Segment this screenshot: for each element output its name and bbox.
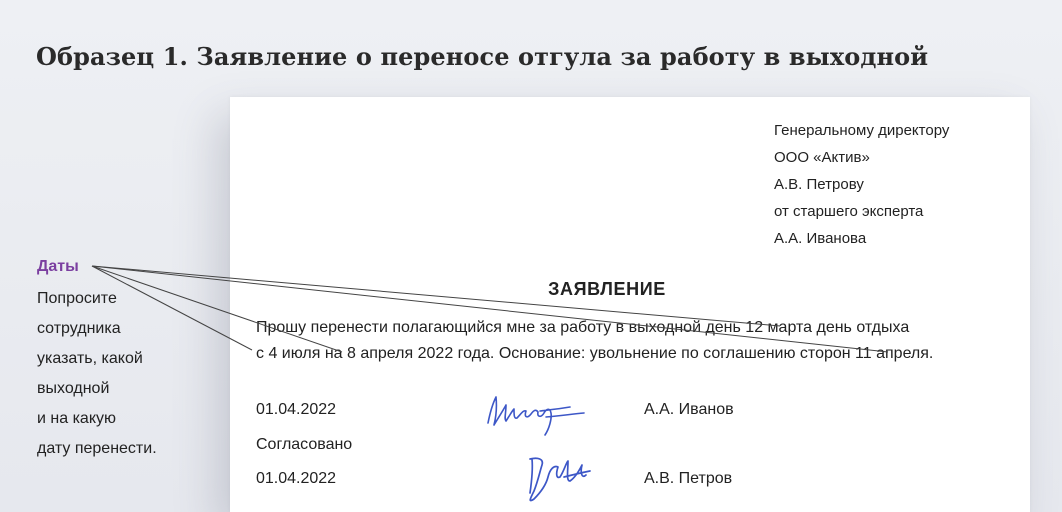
sidenote-line: указать, какой	[37, 350, 143, 367]
document-heading: ЗАЯВЛЕНИЕ	[548, 279, 666, 299]
addressee-block	[774, 117, 949, 252]
addressee-line: А.А. Иванова	[774, 230, 867, 247]
approval-label: Согласовано	[256, 436, 353, 453]
sidenote-text	[37, 284, 157, 464]
sidenote-title: Даты	[37, 258, 79, 275]
addressee-line: А.В. Петрову	[774, 176, 864, 193]
approver-name: А.В. Петров	[644, 470, 733, 487]
sidenote-line: сотрудника	[37, 320, 121, 337]
sidenote-line: дату перенести.	[37, 440, 157, 457]
applicant-date: 01.04.2022	[256, 401, 337, 418]
applicant-name: А.А. Иванов	[644, 401, 734, 418]
approver-signature-icon	[520, 447, 600, 509]
sidenote-line: Попросите	[37, 290, 117, 307]
sidenote-line: выходной	[37, 380, 110, 397]
sample-title: Образец 1. Заявление о переносе отгула за работу в выходной	[36, 42, 929, 71]
approver-date: 01.04.2022	[256, 470, 337, 487]
body-line: Прошу перенести полагающийся мне за работу в выходной день 12 марта день отдыха	[256, 319, 910, 336]
sidenote	[37, 256, 157, 464]
addressee-line: ООО «Актив»	[774, 149, 870, 166]
addressee-line: от старшего эксперта	[774, 203, 924, 220]
sidenote-line: и на какую	[37, 410, 116, 427]
applicant-signature-icon	[480, 387, 595, 439]
application-document	[230, 97, 1030, 512]
body-line: с 4 июля на 8 апреля 2022 года. Основание: увольнение по соглашению сторон 11 апреля.	[256, 345, 934, 362]
addressee-line: Генеральному директору	[774, 122, 950, 139]
document-body	[256, 315, 933, 367]
